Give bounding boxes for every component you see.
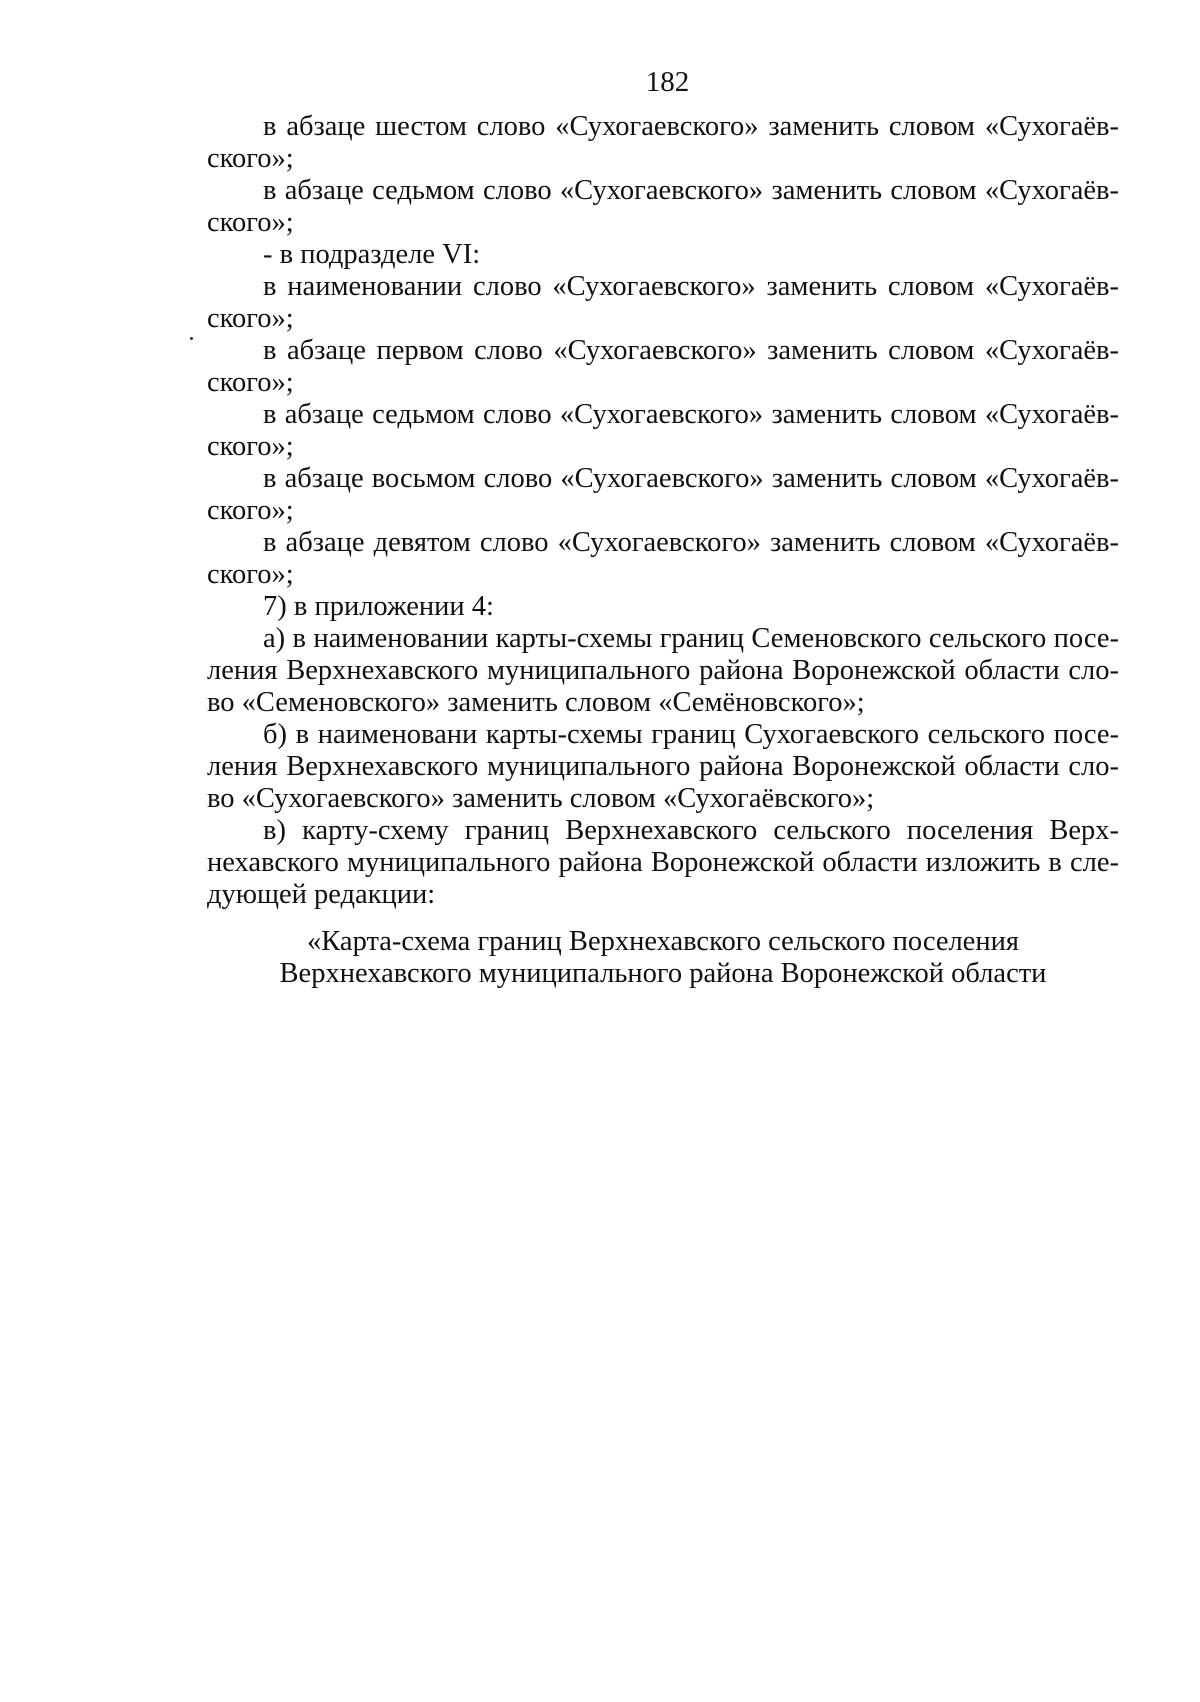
paragraph-line: ского»; [207, 207, 294, 238]
map-title-line-2: Верхнехавского муниципального района Воронежской области [279, 958, 1047, 989]
paragraph [207, 623, 1119, 719]
paragraph [207, 239, 1119, 271]
paragraph-line: в абзаце первом слово «Сухогаевского» заменить словом «Сухогаёв- [263, 335, 1119, 366]
paragraph-line: в наименовании слово «Сухогаевского» заменить словом «Сухогаёв- [263, 271, 1119, 302]
paragraph-line: ского»; [207, 495, 294, 526]
paragraph [207, 335, 1119, 399]
paragraph-line: дующей редакции: [207, 879, 436, 910]
map-title-line-1: «Карта-схема границ Верхнехавского сельского поселения [307, 926, 1019, 957]
paragraph-line: нехавского муниципального района Воронежской области изложить в сле- [207, 847, 1119, 878]
paragraph-line: ления Верхнехавского муниципального района Воронежской области сло- [207, 655, 1119, 686]
paragraph-line: - в подразделе VI: [263, 239, 481, 270]
paragraph-line: в абзаце седьмом слово «Сухогаевского» заменить словом «Сухогаёв- [263, 399, 1119, 430]
paragraph-line: ского»; [207, 367, 294, 398]
paragraph [207, 591, 1119, 623]
paragraph-line: 7) в приложении 4: [263, 591, 494, 622]
paragraph [207, 719, 1119, 815]
paragraph-line: во «Сухогаевского» заменить словом «Сухогаёвского»; [207, 783, 875, 814]
paragraph-line: ского»; [207, 559, 294, 590]
paragraph [207, 175, 1119, 239]
paragraph-line: б) в наименовани карты-схемы границ Сухогаевского сельского посе- [263, 719, 1119, 750]
scan-artifact-dot [190, 337, 193, 340]
map-title-block [207, 926, 1119, 990]
paragraph-line: ского»; [207, 431, 294, 462]
paragraph-line: во «Семеновского» заменить словом «Семёновского»; [207, 687, 865, 718]
page-number: 182 [645, 66, 690, 98]
paragraph-line: в абзаце восьмом слово «Сухогаевского» заменить словом «Сухогаёв- [263, 463, 1119, 494]
paragraph [207, 815, 1119, 911]
paragraph [207, 527, 1119, 591]
paragraph [207, 463, 1119, 527]
paragraph [207, 271, 1119, 335]
paragraph [207, 111, 1119, 175]
paragraph-line: в) карту-схему границ Верхнехавского сельского поселения Верх- [263, 815, 1119, 846]
paragraph-line: в абзаце девятом слово «Сухогаевского» заменить словом «Сухогаёв- [263, 527, 1119, 558]
paragraph-line: ского»; [207, 143, 294, 174]
paragraph [207, 399, 1119, 463]
paragraph-line: в абзаце седьмом слово «Сухогаевского» заменить словом «Сухогаёв- [263, 175, 1119, 206]
paragraph-line: в абзаце шестом слово «Сухогаевского» заменить словом «Сухогаёв- [263, 111, 1119, 142]
paragraph-line: ского»; [207, 303, 294, 334]
paragraph-line: ления Верхнехавского муниципального района Воронежской области сло- [207, 751, 1119, 782]
document-body [207, 111, 1119, 911]
paragraph-line: а) в наименовании карты-схемы границ Семеновского сельского посе- [263, 623, 1119, 654]
